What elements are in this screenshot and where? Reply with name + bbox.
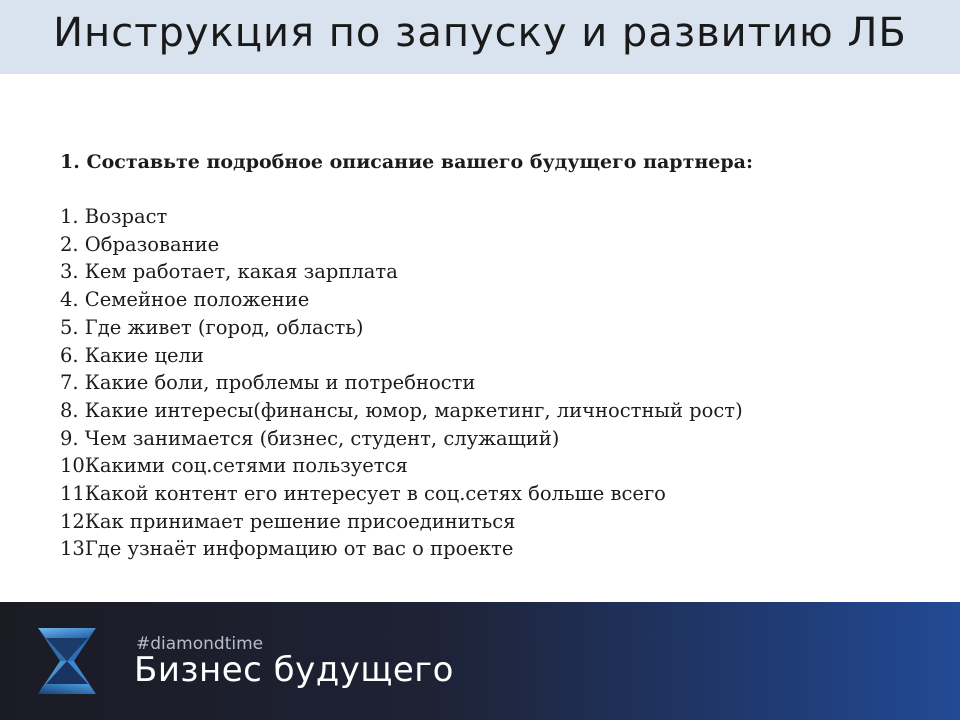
list-item: 6. Какие цели	[60, 343, 204, 367]
list-item: 8. Какие интересы(финансы, юмор, маркетинг, личностный рост)	[60, 398, 743, 422]
slide-content	[60, 148, 940, 563]
partner-criteria-list	[60, 203, 940, 563]
brand-name: Бизнес будущего	[134, 650, 454, 690]
list-item: 13Где узнаёт информацию от вас о проекте	[60, 537, 514, 561]
list-item: 1. Возраст	[60, 205, 168, 228]
list-item: 11Какой контент его интересует в соц.сетях больше всего	[60, 482, 666, 506]
list-item: 12Как принимает решение присоединиться	[60, 509, 516, 533]
list-item: 5. Где живет (город, область)	[60, 315, 364, 339]
list-item: 7. Какие боли, проблемы и потребности	[60, 371, 476, 395]
slide-footer	[0, 602, 960, 720]
slide-title: Инструкция по запуску и развитию ЛБ	[53, 10, 907, 56]
diamond-hourglass-logo-icon	[34, 624, 100, 698]
slide-header	[0, 0, 960, 74]
list-item: 9. Чем занимается (бизнес, студент, служащий)	[60, 426, 560, 450]
list-item: 4. Семейное положение	[60, 288, 310, 312]
list-item: 10Какими соц.сетями пользуется	[60, 454, 408, 478]
hashtag-label: #diamondtime	[136, 634, 264, 654]
list-item: 3. Кем работает, какая зарплата	[60, 260, 398, 284]
list-item: 2. Образование	[60, 232, 220, 256]
section-heading: 1. Составьте подробное описание вашего будущего партнера:	[60, 151, 753, 173]
